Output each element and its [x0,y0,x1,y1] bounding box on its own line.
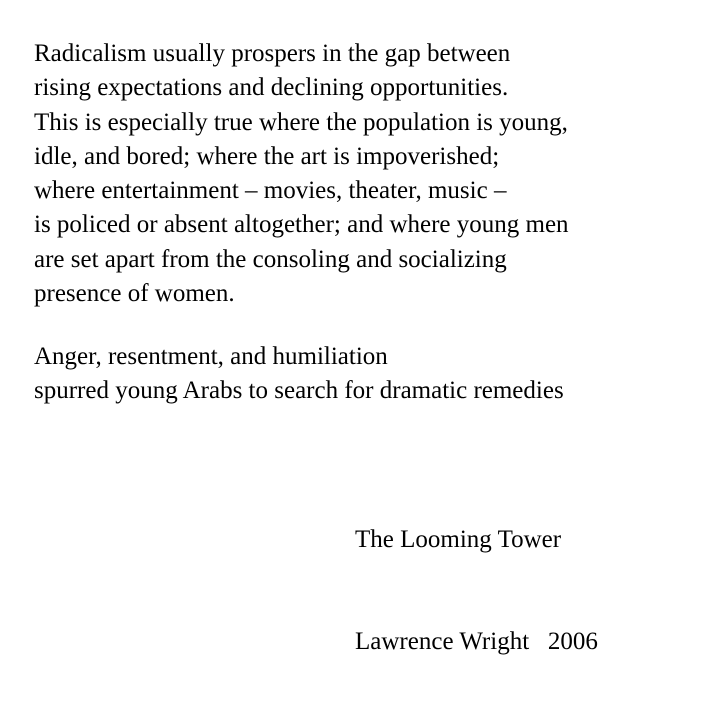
quote-line: rising expectations and declining opportunities. [34,74,509,102]
book-title: The Looming Tower [355,526,562,553]
quote-line: Anger, resentment, and humiliation [34,343,388,370]
author-year: Lawrence Wright 2006 [355,628,598,655]
quote-line: are set apart from the consoling and socializing [34,245,507,273]
quote-line: spurred young Arabs to search for dramatic remedies [34,377,564,405]
quote-line: Radicalism usually prospers in the gap between [34,40,511,67]
attribution [355,455,598,727]
quote-line: idle, and bored; where the art is impoverished; [34,142,500,170]
quote-line: presence of women. [34,280,235,308]
quote-line: where entertainment – movies, theater, music – [34,177,507,205]
quote-paragraph-2 [34,340,564,409]
quote-line: This is especially true where the population is young, [34,108,568,136]
quote-paragraph-1 [34,37,569,311]
quote-line: is policed or absent altogether; and where young men [34,211,569,239]
